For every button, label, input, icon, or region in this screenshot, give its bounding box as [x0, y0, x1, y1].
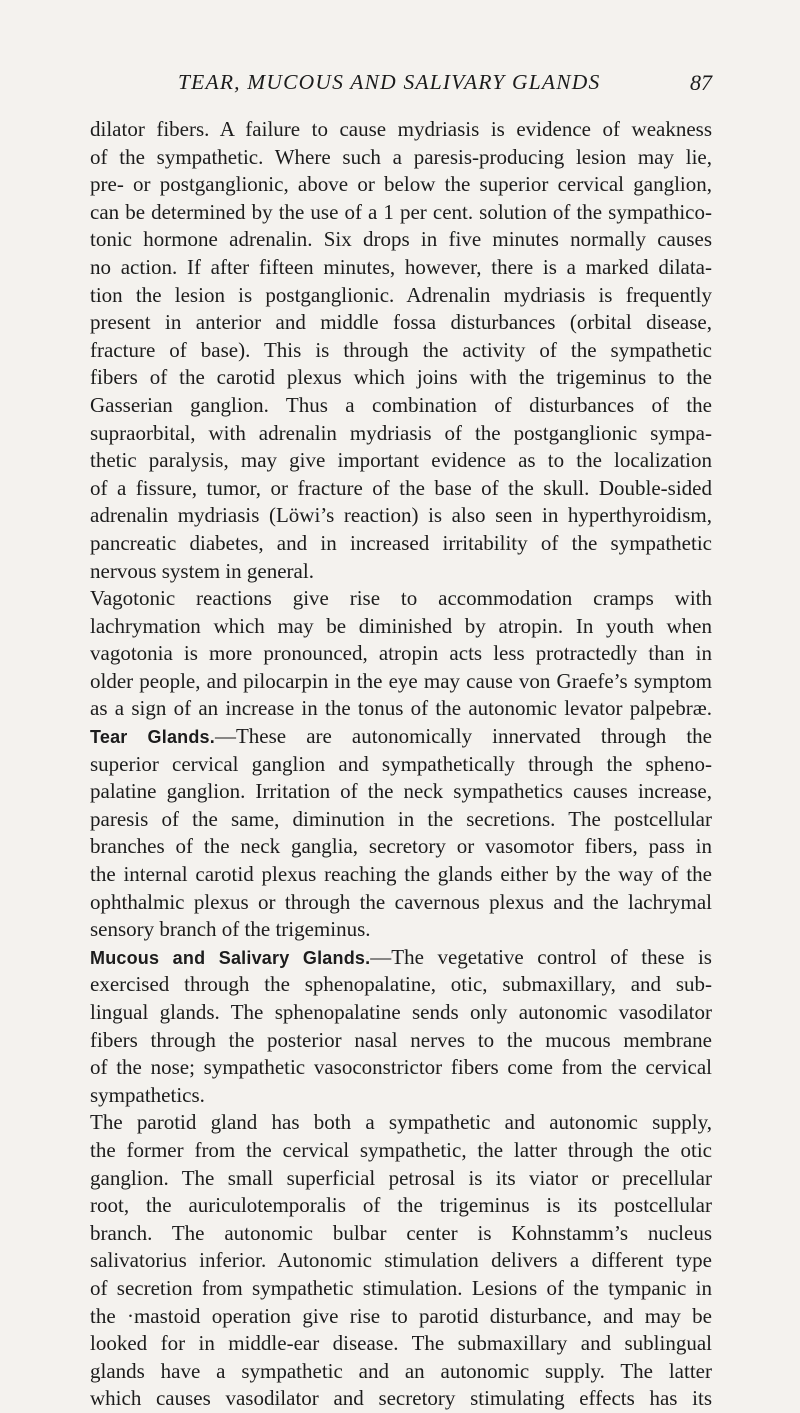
text-line: exercised through the sphenopalatine, otic, submaxillary, and sub- [90, 972, 712, 997]
text-line: supraorbital, with adrenalin mydriasis of the postganglionic sympa- [90, 420, 712, 445]
text-line: of a fissure, tumor, or fracture of the base of the skull. Double-sided [90, 475, 712, 500]
text-line: superior cervical ganglion and sympathetically through the spheno- [90, 751, 712, 776]
body-text [90, 116, 712, 1413]
text-line: older people, and pilocarpin in the eye may cause von Graefe’s symptom [90, 668, 712, 693]
text-line: of the sympathetic. Where such a paresis-producing lesion may lie, [90, 144, 712, 169]
text-line: dilator fibers. A failure to cause mydriasis is evidence of weakness [90, 117, 712, 141]
text-line: adrenalin mydriasis (Löwi’s reaction) is also seen in hyperthyroidism, [90, 503, 712, 528]
text-line: the former from the cervical sympathetic, the latter through the otic [90, 1137, 712, 1162]
tear-glands-heading: Tear Glands. [90, 727, 215, 748]
text-line: glands have a sympathetic and an autonomic supply. The latter [90, 1358, 712, 1383]
text-line: ganglion. The small superficial petrosal is its viator or precellular [90, 1165, 712, 1190]
text-line: fibers of the carotid plexus which joins with the trigeminus to the [90, 365, 712, 390]
text-line: pre- or postganglionic, above or below the superior cervical ganglion, [90, 172, 712, 197]
text-line: vagotonia is more pronounced, atropin acts less protractedly than in [90, 641, 712, 666]
text-line: of the nose; sympathetic vasoconstrictor fibers come from the cervical [90, 1055, 712, 1080]
mucous-glands-heading: Mucous and Salivary Glands. [90, 947, 371, 968]
tear-glands-first-rest: —These are autonomically innervated through the [214, 724, 712, 749]
text-line: branches of the neck ganglia, secretory or vasomotor fibers, pass in [90, 834, 712, 859]
text-line: lachrymation which may be diminished by atropin. In youth when [90, 613, 712, 638]
text-line: the internal carotid plexus reaching the glands either by the way of the [90, 862, 712, 887]
text-line: pancreatic diabetes, and in increased irritability of the sympathetic [90, 530, 712, 555]
text-line: can be determined by the use of a 1 per cent. solution of the sympathico- [90, 199, 712, 224]
text-line: root, the auriculotemporalis of the trigeminus is its postcellular [90, 1193, 712, 1218]
text-line: paresis of the same, diminution in the secretions. The postcellular [90, 806, 712, 831]
text-line: tion the lesion is postganglionic. Adrenalin mydriasis is frequently [90, 282, 712, 307]
tear-glands-first-line [90, 723, 712, 751]
text-line: sensory branch of the trigeminus. [90, 917, 371, 942]
running-title: TEAR, MUCOUS AND SALIVARY GLANDS [178, 70, 601, 94]
text-line: Gasserian ganglion. Thus a combination of disturbances of the [90, 392, 712, 417]
text-line: thetic paralysis, may give important evidence as to the localization [90, 448, 712, 473]
text-line: sympathetics. [90, 1082, 205, 1107]
page-number: 87 [690, 70, 712, 95]
text-line: which causes vasodilator and secretory stimulating effects has its [90, 1386, 712, 1411]
text-line: as a sign of an increase in the tonus of the autonomic levator palpebræ. [90, 696, 712, 721]
text-line: present in anterior and middle fossa disturbances (orbital disease, [90, 310, 712, 335]
text-line: no action. If after fifteen minutes, however, there is a marked dilata- [90, 254, 712, 279]
text-line: salivatorius inferior. Autonomic stimulation delivers a different type [90, 1248, 712, 1273]
mucous-glands-first-line [90, 944, 712, 972]
running-head [98, 70, 712, 100]
text-line: ophthalmic plexus or through the cavernous plexus and the lachrymal [90, 889, 712, 914]
mucous-glands-first-rest: —The vegetative control of these is [370, 944, 712, 969]
text-line: fibers through the posterior nasal nerves to the mucous membrane [90, 1027, 712, 1052]
text-line: lingual glands. The sphenopalatine sends only autonomic vasodilator [90, 1000, 712, 1024]
text-line: branch. The autonomic bulbar center is Kohnstamm’s nucleus [90, 1220, 712, 1245]
text-line: the ·mastoid operation give rise to parotid disturbance, and may be [90, 1303, 712, 1328]
text-line: looked for in middle-ear disease. The submaxillary and sublingual [90, 1331, 712, 1356]
text-line: nervous system in general. [90, 558, 314, 583]
text-line: fracture of base). This is through the activity of the sympathetic [90, 337, 712, 362]
text-line: of secretion from sympathetic stimulation. Lesions of the tympanic in [90, 1275, 712, 1300]
text-line: palatine ganglion. Irritation of the neck sympathetics causes increase, [90, 779, 712, 804]
text-line: Vagotonic reactions give rise to accommodation cramps with [90, 586, 712, 611]
text-line: tonic hormone adrenalin. Six drops in five minutes normally causes [90, 227, 712, 252]
text-line: The parotid gland has both a sympathetic and autonomic supply, [90, 1110, 712, 1135]
